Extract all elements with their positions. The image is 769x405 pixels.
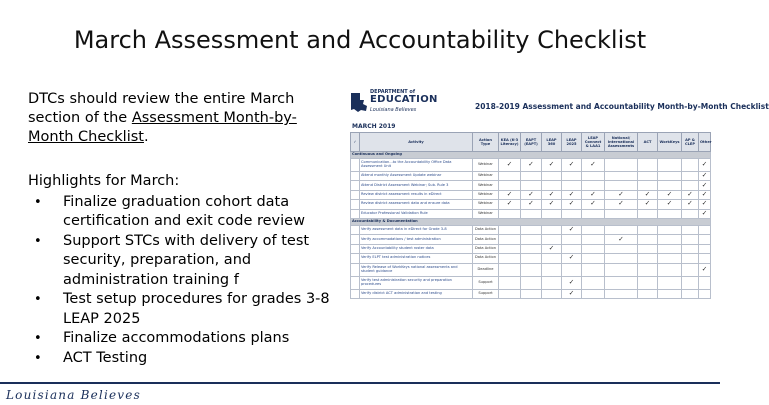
slide-title: March Assessment and Accountability Checklist <box>73 26 647 54</box>
checklist-checkmark <box>605 276 638 289</box>
checklist-task: Verify test administration security and preparation procedures <box>360 276 473 289</box>
checklist-row <box>351 244 711 253</box>
checklist-column-header: KEA (K-3 Literacy) <box>499 133 521 152</box>
checklist-checkmark <box>638 172 658 181</box>
checklist-checkmark: ✓ <box>562 190 582 199</box>
checklist-action-type: Webinar <box>473 200 499 209</box>
checklist-checkmark <box>658 172 682 181</box>
checklist-task: Review district assessment results in eDirect <box>360 190 473 199</box>
checklist-checkmark <box>499 263 521 276</box>
checklist-checkbox[interactable] <box>351 190 360 199</box>
highlight-item: • Finalize accommodations plans <box>28 329 338 349</box>
checklist-checkmark <box>638 254 658 263</box>
footer-brand: Louisiana Believes <box>6 388 141 402</box>
checklist-row <box>351 172 711 181</box>
checklist-action-type: Data Action <box>473 254 499 263</box>
checklist-checkmark <box>658 225 682 234</box>
logo-tagline: Louisiana Believes <box>370 107 417 113</box>
logo-education: EDUCATION <box>370 94 438 105</box>
checklist-checkmark <box>542 276 562 289</box>
checklist-checkmark <box>605 254 638 263</box>
checklist-checkmark <box>699 254 711 263</box>
checklist-thumbnail <box>342 85 769 353</box>
checklist-checkmark: ✓ <box>682 190 699 199</box>
checklist-checkmark <box>499 254 521 263</box>
checklist-checkbox[interactable] <box>351 159 360 172</box>
checklist-checkmark <box>521 244 542 253</box>
checklist-checkmark: ✓ <box>499 200 521 209</box>
checklist-section-row <box>351 152 711 159</box>
checklist-checkbox[interactable] <box>351 263 360 276</box>
checklist-checkmark: ✓ <box>699 190 711 199</box>
checklist-checkmark <box>605 181 638 190</box>
checklist-checkmark <box>521 181 542 190</box>
checklist-checkmark <box>582 225 605 234</box>
checklist-checkmark <box>658 181 682 190</box>
highlight-item: • ACT Testing <box>28 349 338 369</box>
checklist-checkmark <box>605 289 638 298</box>
checklist-checkmark <box>499 276 521 289</box>
checklist-checkmark: ✓ <box>582 190 605 199</box>
highlight-item: • Test setup procedures for grades 3-8 LEAP 2025 <box>28 290 338 329</box>
checklist-checkmark <box>605 209 638 218</box>
checklist-checkmark <box>542 172 562 181</box>
checklist-checkmark <box>582 263 605 276</box>
checklist-row <box>351 159 711 172</box>
highlights-heading: Highlights for March: <box>28 173 180 189</box>
checklist-checkmark <box>605 263 638 276</box>
checklist-task: Communication...to the Accountability Office Data Assessment Unit <box>360 159 473 172</box>
checklist-checkmark <box>562 209 582 218</box>
checklist-checkbox[interactable] <box>351 209 360 218</box>
checklist-checkmark: ✓ <box>699 209 711 218</box>
checklist-section-row <box>351 218 711 225</box>
checklist-checkmark: ✓ <box>638 190 658 199</box>
checklist-checkmark: ✓ <box>682 200 699 209</box>
checklist-checkmark <box>682 235 699 244</box>
checklist-column-header: LEAP 360 <box>542 133 562 152</box>
checklist-action-type: Support <box>473 276 499 289</box>
highlights-block <box>28 172 338 368</box>
checklist-checkmark <box>658 244 682 253</box>
checklist-checkmark <box>638 159 658 172</box>
checklist-action-type: Webinar <box>473 209 499 218</box>
checklist-checkmark <box>605 159 638 172</box>
checklist-row <box>351 190 711 199</box>
checklist-checkmark: ✓ <box>562 200 582 209</box>
checklist-column-header: AP & CLEP <box>682 133 699 152</box>
checklist-checkbox[interactable] <box>351 276 360 289</box>
checklist-checkmark <box>638 263 658 276</box>
checklist-column-header: Action Type <box>473 133 499 152</box>
checklist-row <box>351 276 711 289</box>
checklist-checkmark: ✓ <box>542 190 562 199</box>
checklist-checkmark <box>682 244 699 253</box>
checklist-checkmark <box>542 209 562 218</box>
checklist-checkbox[interactable] <box>351 181 360 190</box>
checklist-checkmark <box>638 225 658 234</box>
checklist-checkmark <box>499 181 521 190</box>
checklist-checkmark: ✓ <box>699 200 711 209</box>
checklist-column-header: National/ International Assessments <box>605 133 638 152</box>
checklist-checkmark <box>499 235 521 244</box>
checklist-checkmark <box>682 159 699 172</box>
checklist-column-header: ✓ <box>351 133 360 152</box>
checklist-checkmark <box>521 172 542 181</box>
checklist-action-type: Deadline <box>473 263 499 276</box>
logo-department: DEPARTMENT of <box>370 89 416 95</box>
checklist-checkmark: ✓ <box>521 200 542 209</box>
checklist-checkmark: ✓ <box>582 159 605 172</box>
checklist-checkmark: ✓ <box>658 190 682 199</box>
checklist-checkmark <box>638 276 658 289</box>
checklist-checkmark <box>582 289 605 298</box>
intro-paragraph <box>28 90 328 147</box>
checklist-action-type: Webinar <box>473 159 499 172</box>
checklist-checkmark <box>638 209 658 218</box>
checklist-checkmark <box>658 209 682 218</box>
checklist-checkmark <box>562 172 582 181</box>
checklist-checkmark <box>682 181 699 190</box>
checklist-task: Verify district ACT administration and testing <box>360 289 473 298</box>
checklist-body <box>351 152 711 299</box>
checklist-checkmark: ✓ <box>521 159 542 172</box>
checklist-checkmark <box>582 209 605 218</box>
checklist-row <box>351 225 711 234</box>
checklist-checkmark <box>682 276 699 289</box>
checklist-checkmark <box>521 276 542 289</box>
intro-end: . <box>143 129 149 145</box>
checklist-checkmark <box>682 209 699 218</box>
checklist-link[interactable]: Assessment Month-by-Month Checklist <box>28 110 297 145</box>
checklist-column-header: Activity <box>360 133 473 152</box>
doe-logo <box>350 89 470 119</box>
checklist-checkmark <box>499 244 521 253</box>
checklist-checkmark: ✓ <box>605 235 638 244</box>
checklist-table <box>350 132 711 299</box>
checklist-column-header: LEAP 2025 <box>562 133 582 152</box>
checklist-row <box>351 235 711 244</box>
checklist-task: Educator Professional Validation Rule <box>360 209 473 218</box>
checklist-checkmark <box>521 209 542 218</box>
checklist-checkmark <box>682 263 699 276</box>
checklist-checkmark: ✓ <box>699 263 711 276</box>
checklist-checkmark <box>605 172 638 181</box>
checklist-checkmark <box>658 235 682 244</box>
checklist-checkmark: ✓ <box>562 276 582 289</box>
checklist-action-type: Webinar <box>473 172 499 181</box>
checklist-column-header: LEAP Connect & LAA1 <box>582 133 605 152</box>
checklist-checkmark <box>521 263 542 276</box>
checklist-checkmark <box>521 289 542 298</box>
checklist-section-label: Continuous and Ongoing <box>351 152 711 159</box>
checklist-row <box>351 181 711 190</box>
checklist-column-header: WorkKeys <box>658 133 682 152</box>
checklist-checkmark <box>582 276 605 289</box>
checklist-checkmark <box>682 172 699 181</box>
checklist-row <box>351 200 711 209</box>
checklist-column-header: EAPT (EAPT) <box>521 133 542 152</box>
checklist-checkmark <box>682 225 699 234</box>
checklist-checkmark <box>562 263 582 276</box>
checklist-checkmark: ✓ <box>562 254 582 263</box>
checklist-checkmark: ✓ <box>542 244 562 253</box>
checklist-action-type: Webinar <box>473 181 499 190</box>
checklist-action-type: Data Action <box>473 235 499 244</box>
checklist-checkmark <box>605 244 638 253</box>
checklist-task: Attend District Assessment Webinar; Sub. Rule 3 <box>360 181 473 190</box>
checklist-checkmark: ✓ <box>699 172 711 181</box>
checklist-checkmark <box>582 181 605 190</box>
checklist-title: 2018-2019 Assessment and Accountability Month-by-Month Checklist <box>475 102 769 111</box>
checklist-checkmark: ✓ <box>638 200 658 209</box>
checklist-checkmark <box>521 225 542 234</box>
louisiana-map-icon <box>350 91 368 113</box>
checklist-checkmark <box>542 181 562 190</box>
checklist-action-type: Webinar <box>473 190 499 199</box>
checklist-checkmark: ✓ <box>521 190 542 199</box>
checklist-checkbox[interactable] <box>351 244 360 253</box>
checklist-checkmark <box>699 235 711 244</box>
highlights-list <box>28 193 338 369</box>
checklist-column-header: ACT <box>638 133 658 152</box>
checklist-checkmark <box>562 244 582 253</box>
checklist-checkmark <box>582 254 605 263</box>
checklist-checkmark <box>542 263 562 276</box>
checklist-checkmark: ✓ <box>542 200 562 209</box>
checklist-task: Verify Release of WorkKeys national assessments and student guidance <box>360 263 473 276</box>
checklist-checkmark <box>638 181 658 190</box>
footer-divider <box>0 382 720 384</box>
checklist-checkmark <box>521 235 542 244</box>
checklist-checkmark <box>658 289 682 298</box>
checklist-checkmark <box>499 225 521 234</box>
checklist-month: MARCH 2019 <box>352 123 396 130</box>
checklist-checkmark: ✓ <box>499 190 521 199</box>
checklist-checkmark <box>699 289 711 298</box>
checklist-checkmark <box>699 225 711 234</box>
checklist-checkmark: ✓ <box>562 159 582 172</box>
checklist-checkmark: ✓ <box>605 190 638 199</box>
checklist-checkbox[interactable] <box>351 200 360 209</box>
checklist-checkmark <box>699 276 711 289</box>
checklist-action-type: Data Action <box>473 244 499 253</box>
highlight-item: • Finalize graduation cohort data certification and exit code review <box>28 193 338 232</box>
checklist-checkbox[interactable] <box>351 254 360 263</box>
checklist-checkmark: ✓ <box>499 159 521 172</box>
checklist-checkbox[interactable] <box>351 235 360 244</box>
checklist-column-header: Other <box>699 133 711 152</box>
checklist-checkmark <box>562 181 582 190</box>
checklist-task: Verify accommodations / test administration <box>360 235 473 244</box>
checklist-checkmark <box>699 244 711 253</box>
checklist-checkmark <box>499 289 521 298</box>
checklist-checkmark <box>521 254 542 263</box>
checklist-checkmark: ✓ <box>542 159 562 172</box>
checklist-checkmark <box>542 254 562 263</box>
checklist-checkmark <box>542 235 562 244</box>
checklist-row <box>351 254 711 263</box>
checklist-checkmark: ✓ <box>562 289 582 298</box>
checklist-checkbox[interactable] <box>351 172 360 181</box>
checklist-checkmark <box>582 235 605 244</box>
intro-text: DTCs should review the entire March section of the <box>28 91 295 126</box>
checklist-action-type: Data Action <box>473 225 499 234</box>
checklist-checkmark <box>638 235 658 244</box>
checklist-checkmark: ✓ <box>699 159 711 172</box>
checklist-row <box>351 289 711 298</box>
checklist-checkmark <box>638 244 658 253</box>
checklist-checkmark: ✓ <box>562 225 582 234</box>
checklist-task: Verify assessment data in eDirect for Grade 3-8 <box>360 225 473 234</box>
checklist-checkmark: ✓ <box>582 200 605 209</box>
checklist-task: Verify ELPT test administration notices <box>360 254 473 263</box>
checklist-checkmark <box>562 235 582 244</box>
checklist-checkmark <box>658 159 682 172</box>
checklist-checkmark <box>682 254 699 263</box>
checklist-checkmark <box>582 172 605 181</box>
checklist-checkmark: ✓ <box>658 200 682 209</box>
checklist-checkmark <box>682 289 699 298</box>
checklist-checkmark <box>658 263 682 276</box>
checklist-checkmark <box>542 225 562 234</box>
checklist-checkmark <box>638 289 658 298</box>
checklist-checkbox[interactable] <box>351 289 360 298</box>
checklist-checkmark <box>582 244 605 253</box>
checklist-task: Verify Accountability student roster data <box>360 244 473 253</box>
checklist-checkmark: ✓ <box>699 181 711 190</box>
highlight-item: • Support STCs with delivery of test security, preparation, and administration training f <box>28 232 338 291</box>
checklist-checkmark <box>499 172 521 181</box>
checklist-task: Attend monthly Assessment Update webinar <box>360 172 473 181</box>
checklist-checkmark <box>605 225 638 234</box>
checklist-row <box>351 209 711 218</box>
checklist-checkmark: ✓ <box>605 200 638 209</box>
checklist-header-row <box>351 133 711 152</box>
checklist-section-label: Accountability & Documentation <box>351 218 711 225</box>
checklist-checkmark <box>542 289 562 298</box>
checklist-action-type: Support <box>473 289 499 298</box>
checklist-checkbox[interactable] <box>351 225 360 234</box>
checklist-checkmark <box>499 209 521 218</box>
checklist-checkmark <box>658 276 682 289</box>
checklist-row <box>351 263 711 276</box>
checklist-task: Review district assessment data and ensure data <box>360 200 473 209</box>
checklist-checkmark <box>658 254 682 263</box>
